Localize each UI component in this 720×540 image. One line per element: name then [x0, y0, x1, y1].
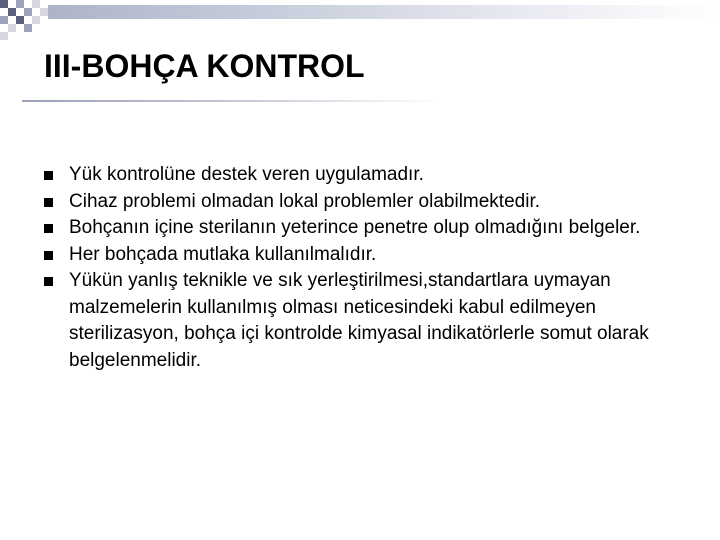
checker-square	[0, 16, 8, 24]
square-bullet-icon	[44, 277, 53, 286]
bullet-item	[44, 215, 684, 242]
bullet-text: Cihaz problemi olmadan lokal problemler olabilmektedir.	[69, 190, 541, 212]
checker-square	[0, 0, 8, 8]
checker-square	[16, 0, 24, 8]
checker-square	[24, 8, 32, 16]
bullet-item	[44, 268, 684, 374]
bullet-item	[44, 162, 684, 189]
title-underline	[22, 100, 442, 102]
checker-square	[8, 8, 16, 16]
bullet-item	[44, 242, 684, 269]
square-bullet-icon	[44, 198, 53, 207]
header-gradient-bar	[48, 5, 720, 19]
bullet-text: Yükün yanlış teknikle ve sık yerleştirilmesi,standartlara uymayan malzemelerin kullanılmış olması neticesindeki kabul edilmeyen sterilizasyon, bohça içi kontrolde kimyasal indikatörlerle somut olarak belgelenmelidir.	[69, 270, 649, 371]
bullet-text: Her bohçada mutlaka kullanılmalıdır.	[69, 243, 377, 265]
checker-pattern	[0, 0, 48, 40]
checker-square	[24, 24, 32, 32]
checker-square	[0, 32, 8, 40]
checker-square	[32, 16, 40, 24]
checker-square	[16, 16, 24, 24]
square-bullet-icon	[44, 171, 53, 180]
slide-header-decoration	[0, 0, 720, 40]
bullet-item	[44, 189, 684, 216]
slide-title: III-BOHÇA KONTROL	[44, 48, 365, 84]
bullet-text: Yük kontrolüne destek veren uygulamadır.	[69, 164, 424, 185]
bullet-list	[44, 162, 684, 374]
checker-square	[32, 0, 40, 8]
checker-square	[40, 8, 48, 16]
checker-square	[8, 24, 16, 32]
square-bullet-icon	[44, 251, 53, 260]
square-bullet-icon	[44, 224, 53, 233]
bullet-text: Bohçanın içine sterilanın yeterince penetre olup olmadığını belgeler.	[69, 217, 641, 238]
